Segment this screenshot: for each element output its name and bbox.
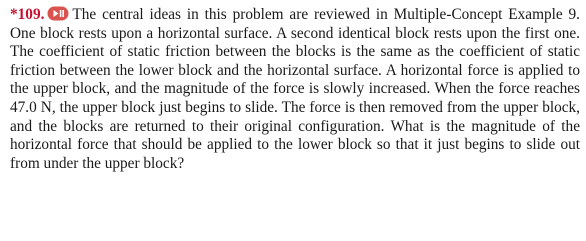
problem-number: *109. <box>10 6 45 23</box>
problem-text: The central ideas in this problem are reviewed in Multiple-Concept Example 9. One block rests upon a horizontal surface. A second identical block rests upon the first one. The coefficient of static friction between the blocks is the same as the coefficient of static friction between the lower block and the horizontal surface. A horizontal force is applied to the upper block, and the magnitude of the force is slowly increased. When the force reaches 47.0 N, the upper block just begins to slide. The force is then removed from the upper block, and the blocks are returned to their original configuration. What is the magnitude of the horizontal force that should be applied to the lower block so that it just begins to slide out from under the upper block? <box>10 6 580 172</box>
video-play-pause-icon[interactable] <box>47 6 69 21</box>
problem-statement <box>10 6 580 173</box>
